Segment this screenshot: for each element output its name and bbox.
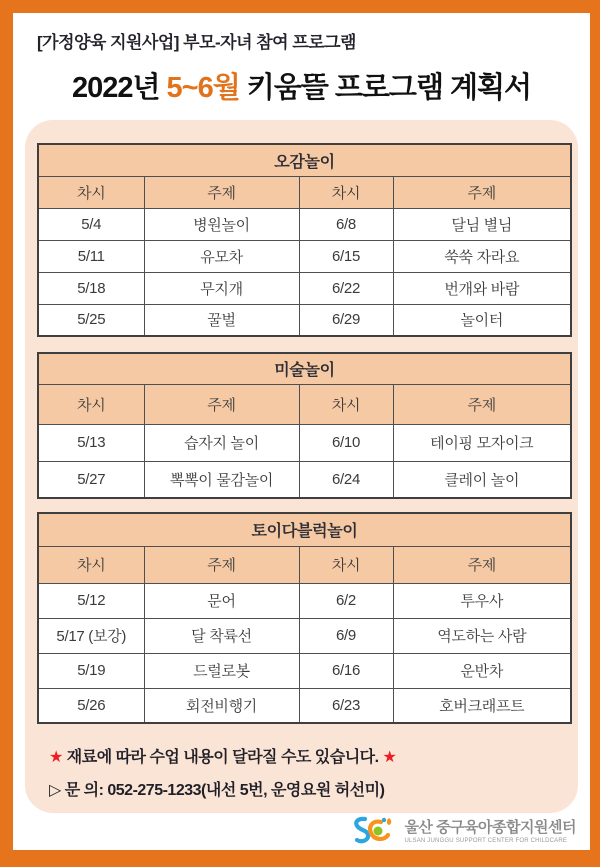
cell-date: 5/18	[38, 272, 144, 304]
schedule-panel	[25, 120, 578, 813]
column-header: 차시	[299, 546, 393, 583]
cell-date: 6/22	[299, 272, 393, 304]
cell-topic: 운반차	[393, 653, 571, 688]
table-row	[38, 240, 571, 272]
program-subtitle: [가정양육 지원사업] 부모-자녀 참여 프로그램	[37, 33, 356, 52]
org-logo-mark-icon	[351, 814, 399, 846]
footer-notes	[49, 744, 570, 800]
document-header	[13, 13, 590, 106]
cell-date: 6/16	[299, 653, 393, 688]
cell-topic: 번개와 바람	[393, 272, 571, 304]
org-logo-text	[404, 816, 576, 844]
column-header: 차시	[38, 384, 144, 424]
table-row	[38, 304, 571, 336]
note-materials	[49, 744, 570, 767]
note-materials-text: 재료에 따라 수업 내용이 달라질 수도 있습니다.	[62, 749, 383, 766]
cell-topic: 달 착륙선	[144, 618, 299, 653]
table-title: 미술놀이	[38, 353, 571, 384]
column-header: 주제	[393, 176, 571, 208]
cell-date: 5/25	[38, 304, 144, 336]
title-month-highlight: 5~6월	[166, 72, 240, 104]
column-header: 주제	[144, 176, 299, 208]
column-header: 주제	[393, 384, 571, 424]
cell-topic: 쑥쑥 자라요	[393, 240, 571, 272]
table-row	[38, 583, 571, 618]
org-name-korean: 울산 중구육아종합지원센터	[404, 819, 576, 836]
star-icon: ★	[49, 749, 63, 766]
cell-topic: 투우사	[393, 583, 571, 618]
cell-date: 6/24	[299, 461, 393, 498]
cell-date: 6/15	[299, 240, 393, 272]
cell-date: 6/2	[299, 583, 393, 618]
org-logo	[351, 812, 576, 848]
cell-date: 5/4	[38, 208, 144, 240]
schedule-table	[37, 143, 572, 337]
column-header: 차시	[38, 546, 144, 583]
page-title	[13, 65, 590, 106]
cell-topic: 역도하는 사람	[393, 618, 571, 653]
table-row	[38, 208, 571, 240]
cell-topic: 유모차	[144, 240, 299, 272]
cell-topic: 문어	[144, 583, 299, 618]
cell-date: 5/19	[38, 653, 144, 688]
star-icon: ★	[382, 749, 397, 766]
cell-topic: 습자지 놀이	[144, 424, 299, 461]
cell-date: 6/9	[299, 618, 393, 653]
column-header: 차시	[299, 384, 393, 424]
cell-topic: 드럴로봇	[144, 653, 299, 688]
table-row	[38, 653, 571, 688]
schedule-table	[37, 512, 572, 724]
cell-topic: 달님 별님	[393, 208, 571, 240]
cell-topic: 뽁뽁이 물감놀이	[144, 461, 299, 498]
cell-topic: 호버크래프트	[393, 688, 571, 723]
table-row	[38, 461, 571, 498]
cell-topic: 회전비행기	[144, 688, 299, 723]
cell-topic: 클레이 놀이	[393, 461, 571, 498]
cell-topic: 꿀벌	[144, 304, 299, 336]
schedule-table	[37, 352, 572, 499]
triangle-icon: ▷	[49, 782, 61, 799]
note-contact-text: 문 의: 052-275-1233(내선 5번, 운영요원 허선미)	[60, 782, 385, 799]
cell-topic: 무지개	[144, 272, 299, 304]
table-toyda-block-nori	[37, 512, 570, 724]
cell-topic: 병원놀이	[144, 208, 299, 240]
note-contact	[49, 777, 570, 800]
cell-date: 6/8	[299, 208, 393, 240]
table-misul-nori	[37, 352, 570, 499]
cell-topic: 놀이터	[393, 304, 571, 336]
table-row	[38, 424, 571, 461]
cell-date: 5/26	[38, 688, 144, 723]
cell-date: 5/13	[38, 424, 144, 461]
table-row	[38, 618, 571, 653]
title-suffix: 키움뜰 프로그램 계획서	[239, 72, 532, 104]
title-prefix: 2022년	[71, 72, 167, 104]
document-page	[13, 13, 590, 850]
cell-date: 5/12	[38, 583, 144, 618]
column-header: 주제	[144, 384, 299, 424]
table-row	[38, 688, 571, 723]
cell-date: 6/23	[299, 688, 393, 723]
column-header: 차시	[299, 176, 393, 208]
table-ogam-nori	[37, 143, 570, 337]
table-title: 오감놀이	[38, 144, 571, 176]
cell-date: 6/29	[299, 304, 393, 336]
org-name-english: ULSAN JUNGGU SUPPORT CENTER FOR CHILDCARE	[404, 838, 568, 844]
table-row	[38, 272, 571, 304]
cell-date: 5/17 (보강)	[38, 618, 144, 653]
table-title: 토이다블럭놀이	[38, 513, 571, 546]
cell-date: 5/27	[38, 461, 144, 498]
cell-date: 5/11	[38, 240, 144, 272]
column-header: 주제	[393, 546, 571, 583]
cell-topic: 테이핑 모자이크	[393, 424, 571, 461]
cell-date: 6/10	[299, 424, 393, 461]
column-header: 주제	[144, 546, 299, 583]
column-header: 차시	[38, 176, 144, 208]
